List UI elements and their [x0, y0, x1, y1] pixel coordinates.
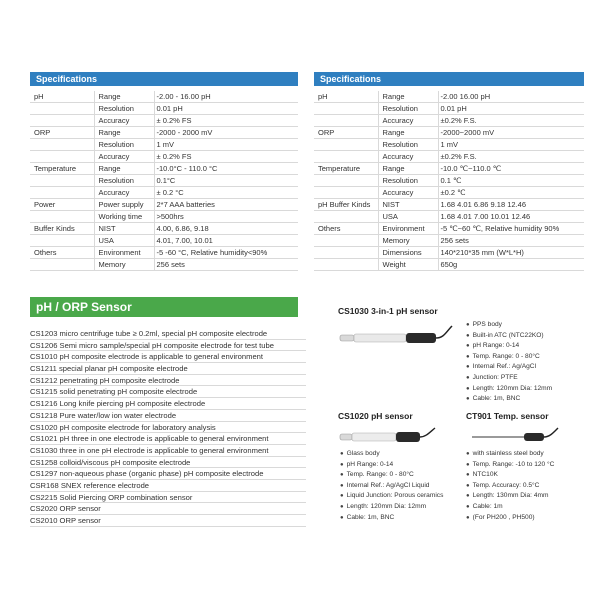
spec-panel-left [30, 72, 298, 271]
spec-parameter: Range [378, 163, 438, 175]
spec-parameter: NIST [378, 199, 438, 211]
spec-row [30, 199, 298, 211]
spec-value: 4.01, 7.00, 10.01 [154, 235, 298, 247]
spec-value: -10.0 ℃~110.0 ℃ [438, 163, 584, 175]
spec-value: 4.00, 6.86, 9.18 [154, 223, 298, 235]
product-title-cs1030: CS1030 3-in-1 pH sensor [338, 306, 438, 316]
feature-item: ● pH Range: 0-14 [466, 341, 552, 352]
feature-item: ● Temp. Range: 0 - 80°C [340, 470, 443, 481]
spec-category [314, 247, 378, 259]
spec-category [30, 235, 94, 247]
spec-row [314, 199, 584, 211]
spec-category [314, 103, 378, 115]
spec-parameter: NIST [94, 223, 154, 235]
sensor-list-item: CS1218 Pure water/low ion water electrode [30, 410, 306, 422]
spec-parameter: Range [94, 127, 154, 139]
sensor-list-item: CS1206 Semi micro sample/special pH composite electrode for test tube [30, 340, 306, 352]
spec-value: -2000 - 2000 mV [154, 127, 298, 139]
spec-category [314, 211, 378, 223]
spec-row [314, 187, 584, 199]
spec-row [314, 115, 584, 127]
feature-item: ● Length: 120mm Dia: 12mm [466, 384, 552, 395]
sensor-list-item: CSR168 SNEX reference electrode [30, 480, 306, 492]
spec-row [30, 151, 298, 163]
spec-parameter: Accuracy [94, 151, 154, 163]
spec-parameter: Accuracy [94, 187, 154, 199]
spec-parameter: Resolution [94, 103, 154, 115]
spec-row [30, 187, 298, 199]
feature-item: ● Cable: 1m, BNC [340, 513, 443, 524]
spec-parameter: Resolution [378, 103, 438, 115]
spec-value: -2.00 16.00 pH [438, 91, 584, 103]
spec-parameter: Range [94, 163, 154, 175]
spec-category: Others [30, 247, 94, 259]
feature-item: ● Temp. Accuracy: 0.5°C [466, 481, 554, 492]
spec-category: ORP [314, 127, 378, 139]
spec-value: ±0.2% F.S. [438, 151, 584, 163]
spec-value: ± 0.2% FS [154, 151, 298, 163]
spec-header-left: Specifications [30, 72, 298, 86]
spec-category [314, 175, 378, 187]
spec-value: 0.01 pH [438, 103, 584, 115]
spec-row [30, 223, 298, 235]
spec-category: Temperature [30, 163, 94, 175]
product-cs1020 [338, 411, 413, 421]
spec-category [314, 259, 378, 271]
cs1030-electrode-image [338, 318, 456, 358]
feature-item: ● PPS body [466, 320, 552, 331]
sensor-list-item: CS1211 special planar pH composite electrode [30, 363, 306, 375]
sensor-list-item: CS1215 solid penetrating pH composite electrode [30, 386, 306, 398]
spec-row [30, 91, 298, 103]
cs1020-feature-list [340, 449, 443, 523]
spec-value: 1.68 4.01 6.86 9.18 12.46 [438, 199, 584, 211]
feature-item: ● with stainless steel body [466, 449, 554, 460]
spec-value: 2*7 AAA batteries [154, 199, 298, 211]
spec-row [314, 175, 584, 187]
spec-parameter: Memory [378, 235, 438, 247]
spec-category [314, 115, 378, 127]
spec-category [30, 115, 94, 127]
sensor-list-item: CS1216 Long knife piercing pH composite electrode [30, 398, 306, 410]
spec-row [30, 163, 298, 175]
feature-item: ● Length: 130mm Dia: 4mm [466, 491, 554, 502]
spec-row [314, 151, 584, 163]
feature-item: ● Internal Ref.: Ag/AgCl [466, 362, 552, 373]
spec-row [314, 211, 584, 223]
spec-parameter: Range [94, 91, 154, 103]
spec-category: Power [30, 199, 94, 211]
spec-parameter: Resolution [94, 175, 154, 187]
spec-value: 0.01 pH [154, 103, 298, 115]
product-title-ct901: CT901 Temp. sensor [466, 411, 549, 421]
spec-category [314, 151, 378, 163]
spec-category: Others [314, 223, 378, 235]
spec-category [30, 175, 94, 187]
feature-item: ● pH Range: 0-14 [340, 460, 443, 471]
spec-value: 256 sets [438, 235, 584, 247]
feature-item: ● Liquid Junction: Porous ceramics [340, 491, 443, 502]
spec-row [30, 139, 298, 151]
spec-parameter: Resolution [378, 139, 438, 151]
spec-category: Temperature [314, 163, 378, 175]
feature-item: ● Junction: PTFE [466, 373, 552, 384]
spec-value: -2.00 - 16.00 pH [154, 91, 298, 103]
sensor-list [30, 328, 306, 527]
spec-row [314, 235, 584, 247]
spec-parameter: USA [94, 235, 154, 247]
feature-item: ● Cable: 1m [466, 502, 554, 513]
spec-row [30, 127, 298, 139]
spec-row [314, 223, 584, 235]
sensor-list-item: CS1030 three in one pH electrode is applicable to general environment [30, 445, 306, 457]
feature-item: ● Cable: 1m, BNC [466, 394, 552, 405]
spec-category [30, 259, 94, 271]
spec-value: 1 mV [154, 139, 298, 151]
spec-panel-right [314, 72, 584, 271]
spec-parameter: Accuracy [378, 115, 438, 127]
spec-row [314, 103, 584, 115]
sensor-list-item: CS2215 Solid Piercing ORP combination sensor [30, 492, 306, 504]
spec-parameter: Memory [94, 259, 154, 271]
spec-row [314, 91, 584, 103]
sensor-list-item: CS1212 penetrating pH composite electrode [30, 375, 306, 387]
sensor-list-item: CS1021 pH three in one electrode is applicable to general environment [30, 433, 306, 445]
feature-item: ● NTC10K [466, 470, 554, 481]
spec-value: ± 0.2% FS [154, 115, 298, 127]
spec-parameter: Accuracy [378, 187, 438, 199]
product-ct901 [466, 411, 549, 421]
spec-row [314, 127, 584, 139]
spec-value: -5 -60 °C, Relative humidity<90% [154, 247, 298, 259]
spec-category [30, 187, 94, 199]
spec-header-right: Specifications [314, 72, 584, 86]
feature-item: ● Built-in ATC (NTC22KO) [466, 331, 552, 342]
sensor-list-item: CS2010 ORP sensor [30, 515, 306, 527]
spec-row [30, 175, 298, 187]
spec-category: Buffer Kinds [30, 223, 94, 235]
spec-row [30, 247, 298, 259]
spec-parameter: Environment [94, 247, 154, 259]
cs1030-feature-list [466, 320, 552, 405]
spec-row [30, 211, 298, 223]
spec-parameter: Power supply [94, 199, 154, 211]
spec-value: -10.0°C - 110.0 °C [154, 163, 298, 175]
sensor-list-item: CS1297 non-aqueous phase (organic phase) pH composite electrode [30, 468, 306, 480]
sensor-section-title: pH / ORP Sensor [30, 297, 298, 317]
feature-item: ● (For PH200 , PH500) [466, 513, 554, 524]
spec-category [314, 187, 378, 199]
spec-parameter: Resolution [378, 175, 438, 187]
spec-row [314, 139, 584, 151]
spec-parameter: Accuracy [94, 115, 154, 127]
spec-category [314, 139, 378, 151]
spec-table-left [30, 91, 298, 271]
spec-parameter: Dimensions [378, 247, 438, 259]
sensor-list-item: CS1020 pH composite electrode for laboratory analysis [30, 422, 306, 434]
spec-parameter: Accuracy [378, 151, 438, 163]
spec-category [30, 103, 94, 115]
cs1020-electrode-image [338, 422, 438, 452]
feature-item: ● Temp. Range: 0 - 80°C [466, 352, 552, 363]
spec-parameter: Weight [378, 259, 438, 271]
spec-category: ORP [30, 127, 94, 139]
spec-row [314, 163, 584, 175]
feature-item: ● Internal Ref.: Ag/AgCl Liquid [340, 481, 443, 492]
spec-parameter: Working time [94, 211, 154, 223]
spec-row [30, 103, 298, 115]
spec-value: 1 mV [438, 139, 584, 151]
spec-row [30, 259, 298, 271]
sensor-list-item: CS1203 micro centrifuge tube ≥ 0.2ml, special pH composite electrode [30, 328, 306, 340]
spec-parameter: USA [378, 211, 438, 223]
spec-value: ± 0.2 °C [154, 187, 298, 199]
spec-category [30, 139, 94, 151]
spec-category: pH [30, 91, 94, 103]
spec-value: 140*210*35 mm (W*L*H) [438, 247, 584, 259]
spec-category [30, 211, 94, 223]
feature-item: ● Length: 120mm Dia: 12mm [340, 502, 443, 513]
sensor-list-item: CS2020 ORP sensor [30, 503, 306, 515]
spec-value: >500hrs [154, 211, 298, 223]
spec-category [314, 235, 378, 247]
spec-parameter: Resolution [94, 139, 154, 151]
product-cs1030 [338, 306, 438, 316]
spec-value: ±0.2 ℃ [438, 187, 584, 199]
spec-category: pH [314, 91, 378, 103]
feature-item: ● Temp. Range: -10 to 120 °C [466, 460, 554, 471]
spec-value: 650g [438, 259, 584, 271]
spec-value: 1.68 4.01 7.00 10.01 12.46 [438, 211, 584, 223]
spec-value: 256 sets [154, 259, 298, 271]
ct901-feature-list [466, 449, 554, 523]
product-title-cs1020: CS1020 pH sensor [338, 411, 413, 421]
spec-parameter: Range [378, 127, 438, 139]
spec-value: 0.1 ℃ [438, 175, 584, 187]
spec-value: -2000~2000 mV [438, 127, 584, 139]
feature-item: ● Glass body [340, 449, 443, 460]
spec-row [30, 115, 298, 127]
spec-parameter: Environment [378, 223, 438, 235]
spec-value: ±0.2% F.S. [438, 115, 584, 127]
spec-value: 0.1°C [154, 175, 298, 187]
sensor-list-item: CS1010 pH composite electrode is applicable to general environment [30, 351, 306, 363]
spec-category: pH Buffer Kinds [314, 199, 378, 211]
spec-row [314, 247, 584, 259]
spec-row [314, 259, 584, 271]
spec-value: -5 ℃~60 ℃, Relative humidity 90% [438, 223, 584, 235]
spec-table-right [314, 91, 584, 271]
spec-category [30, 151, 94, 163]
spec-parameter: Range [378, 91, 438, 103]
ct901-probe-image [470, 422, 560, 452]
spec-row [30, 235, 298, 247]
sensor-list-item: CS1258 colloid/viscous pH composite electrode [30, 457, 306, 469]
